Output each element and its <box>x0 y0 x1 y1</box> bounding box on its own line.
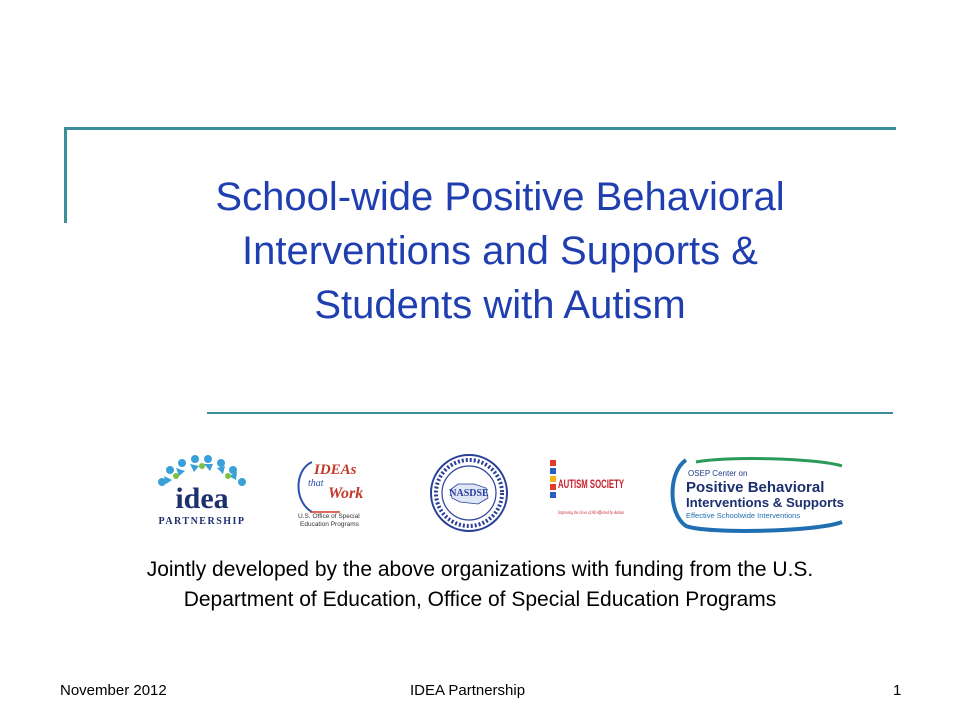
left-rule <box>64 127 67 223</box>
ideas-logo-sub1: U.S. Office of Special <box>298 513 360 520</box>
title-line: School-wide Positive Behavioral <box>215 175 785 219</box>
ideas-logo-work: Work <box>328 485 364 502</box>
idea-partnership-logo <box>150 452 254 534</box>
nasdse-logo <box>428 452 510 534</box>
ideas-logo-that: that <box>308 478 324 489</box>
logo-row <box>150 452 850 534</box>
subtitle-line: Department of Education, Office of Special Education Programs <box>183 588 777 611</box>
subtitle-line: Jointly developed by the above organizations with funding from the U.S. <box>146 558 814 581</box>
footer-date: November 2012 <box>60 682 167 699</box>
title-line: Interventions and Supports & <box>242 229 758 273</box>
footer-organization: IDEA Partnership <box>410 682 526 699</box>
top-rule <box>64 127 896 130</box>
osep-logo-line0: OSEP Center on <box>688 469 748 478</box>
osep-logo-line3: Effective Schoolwide Interventions <box>686 511 801 520</box>
slide-number: 1 <box>893 682 902 699</box>
autism-society-logo <box>548 452 628 534</box>
title-line: Students with Autism <box>314 283 686 327</box>
osep-logo-line1: Positive Behavioral <box>686 479 825 496</box>
idea-logo-text: idea <box>175 482 229 515</box>
autism-logo-text: AUTISM SOCIETY <box>558 477 624 491</box>
slide-subtitle <box>80 555 880 615</box>
slide-title <box>110 170 890 332</box>
ideas-logo-text: IDEAs <box>314 462 357 478</box>
osep-logo-line2: Interventions & Supports <box>686 495 844 510</box>
ideas-that-work-logo <box>290 452 380 534</box>
idea-logo-subtext: PARTNERSHIP <box>158 516 246 527</box>
osep-pbis-logo <box>666 452 850 534</box>
autism-logo-sub: Improving the Lives of All Affected by Autism <box>557 511 625 516</box>
middle-rule <box>207 412 893 414</box>
ideas-logo-sub2: Education Programs <box>300 521 359 528</box>
nasdse-logo-text: NASDSE <box>449 488 489 499</box>
